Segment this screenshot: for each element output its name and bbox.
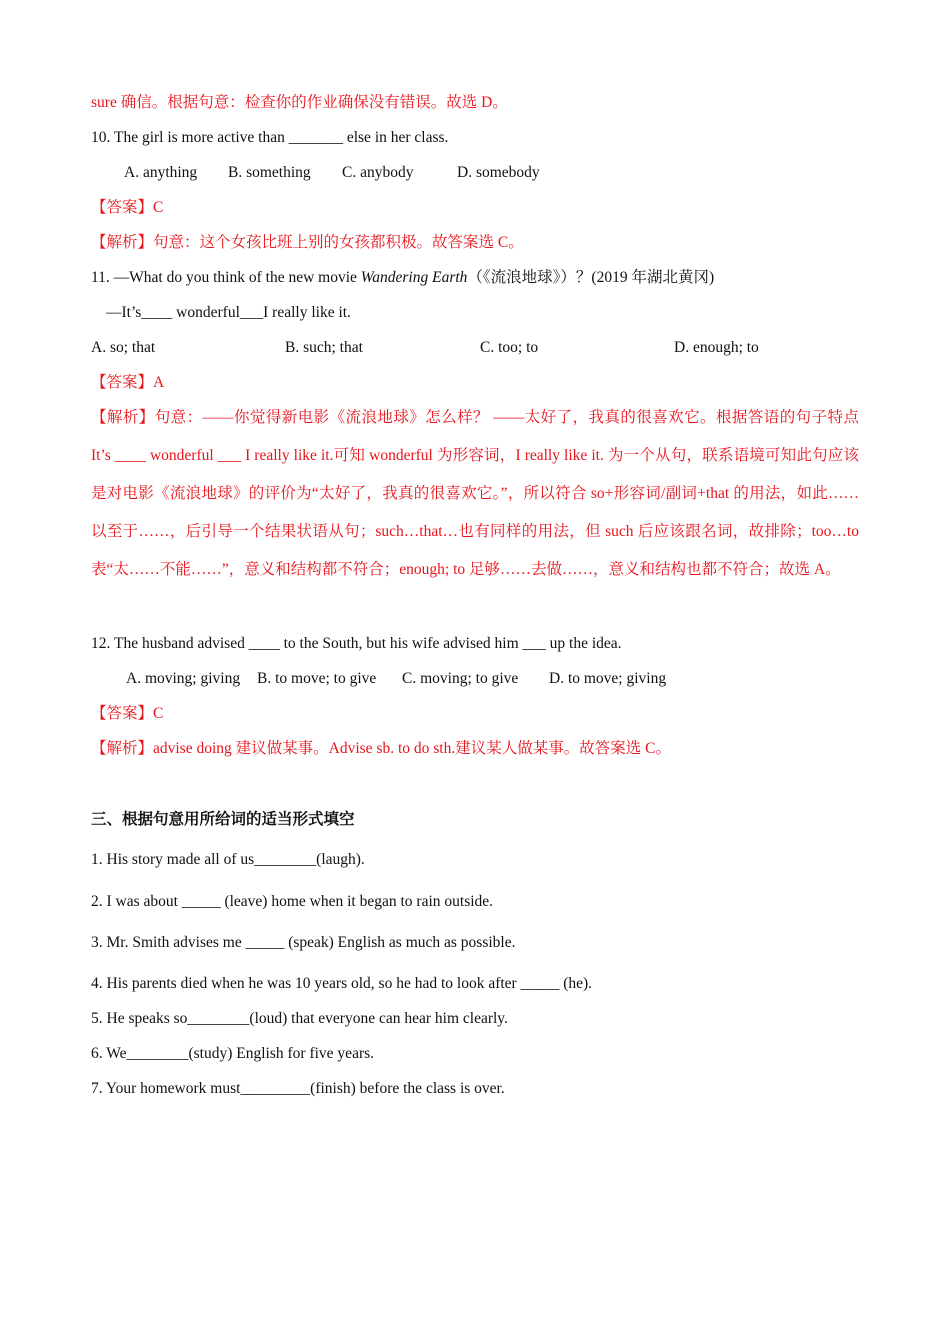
fill-item-6: 6. We________(study) English for five years.: [91, 1045, 375, 1062]
q10-analysis: 【解析】句意：这个女孩比班上别的女孩都积极。故答案选 C。: [91, 234, 524, 251]
q10-stem: 10. The girl is more active than _______ else in her class.: [91, 129, 449, 146]
q10-option-b: B. something: [228, 164, 311, 181]
q11-analysis: 【解析】句意：——你觉得新电影《流浪地球》怎么样？ ——太好了，我真的很喜欢它。根据答语的句子特点 It’s ____ wonderful ___ I really like it.可知 wonderful 为形容词，I really like it. 为一个从句，联系语境可知此句应该是对电影《流浪地球》的评价为“太好了，我真的很喜欢它。”，所以符合 so+形容词/副词+that 的用法，如此……以至于……，后引导一个结果状语从句；such…that…也有同样的用法，但 such 后应该跟名词，故排除；too…to 表“太……不能……”，意义和结构都不符合；enough; to 足够……去做……，意义和结构也都不符合；故选 A。: [91, 409, 859, 578]
q12-option-c: C. moving; to give: [402, 670, 519, 687]
fill-item-2: 2. I was about _____ (leave) home when it began to rain outside.: [91, 893, 494, 910]
fill-item-7: 7. Your homework must_________(finish) before the class is over.: [91, 1080, 505, 1097]
q12-analysis: 【解析】advise doing 建议做某事。Advise sb. to do sth.建议某人做某事。故答案选 C。: [91, 740, 671, 757]
q10-answer: 【答案】C: [91, 199, 164, 216]
q12-answer: 【答案】C: [91, 705, 164, 722]
q10-option-a: A. anything: [124, 164, 198, 181]
q11-option-c: C. too; to: [480, 339, 539, 356]
q11-stem: [91, 268, 714, 288]
fill-item-1: 1. His story made all of us________(laugh).: [91, 851, 365, 868]
q10-option-d: D. somebody: [457, 164, 540, 181]
top-analysis: sure 确信。根据句意：检查你的作业确保没有错误。故选 D。: [91, 94, 508, 111]
q11-option-b: B. such; that: [285, 339, 363, 356]
q11-option-d: D. enough; to: [674, 339, 759, 356]
q12-stem: 12. The husband advised ____ to the South, but his wife advised him ___ up the idea.: [91, 635, 622, 652]
q11-answer: 【答案】A: [91, 374, 165, 391]
fill-item-4: 4. His parents died when he was 10 years old, so he had to look after _____ (he).: [91, 975, 593, 992]
fill-item-5: 5. He speaks so________(loud) that everyone can hear him clearly.: [91, 1010, 508, 1027]
section-3-title: 三、根据句意用所给词的适当形式填空: [91, 810, 355, 828]
q12-option-b: B. to move; to give: [257, 670, 377, 687]
fill-item-3: 3. Mr. Smith advises me _____ (speak) English as much as possible.: [91, 934, 516, 951]
q11-option-a: A. so; that: [91, 339, 156, 356]
q11-stem-suffix: （《流浪地球》）？(2019 年湖北黄冈): [467, 269, 715, 286]
q11-stem-title: Wandering Earth: [360, 269, 468, 286]
q12-option-d: D. to move; giving: [549, 670, 667, 687]
q10-option-c: C. anybody: [342, 164, 414, 181]
q11-stem-prefix: 11. —What do you think of the new movie: [91, 269, 361, 286]
q11-line2: —It’s____ wonderful___I really like it.: [106, 304, 351, 321]
q12-option-a: A. moving; giving: [126, 670, 241, 687]
